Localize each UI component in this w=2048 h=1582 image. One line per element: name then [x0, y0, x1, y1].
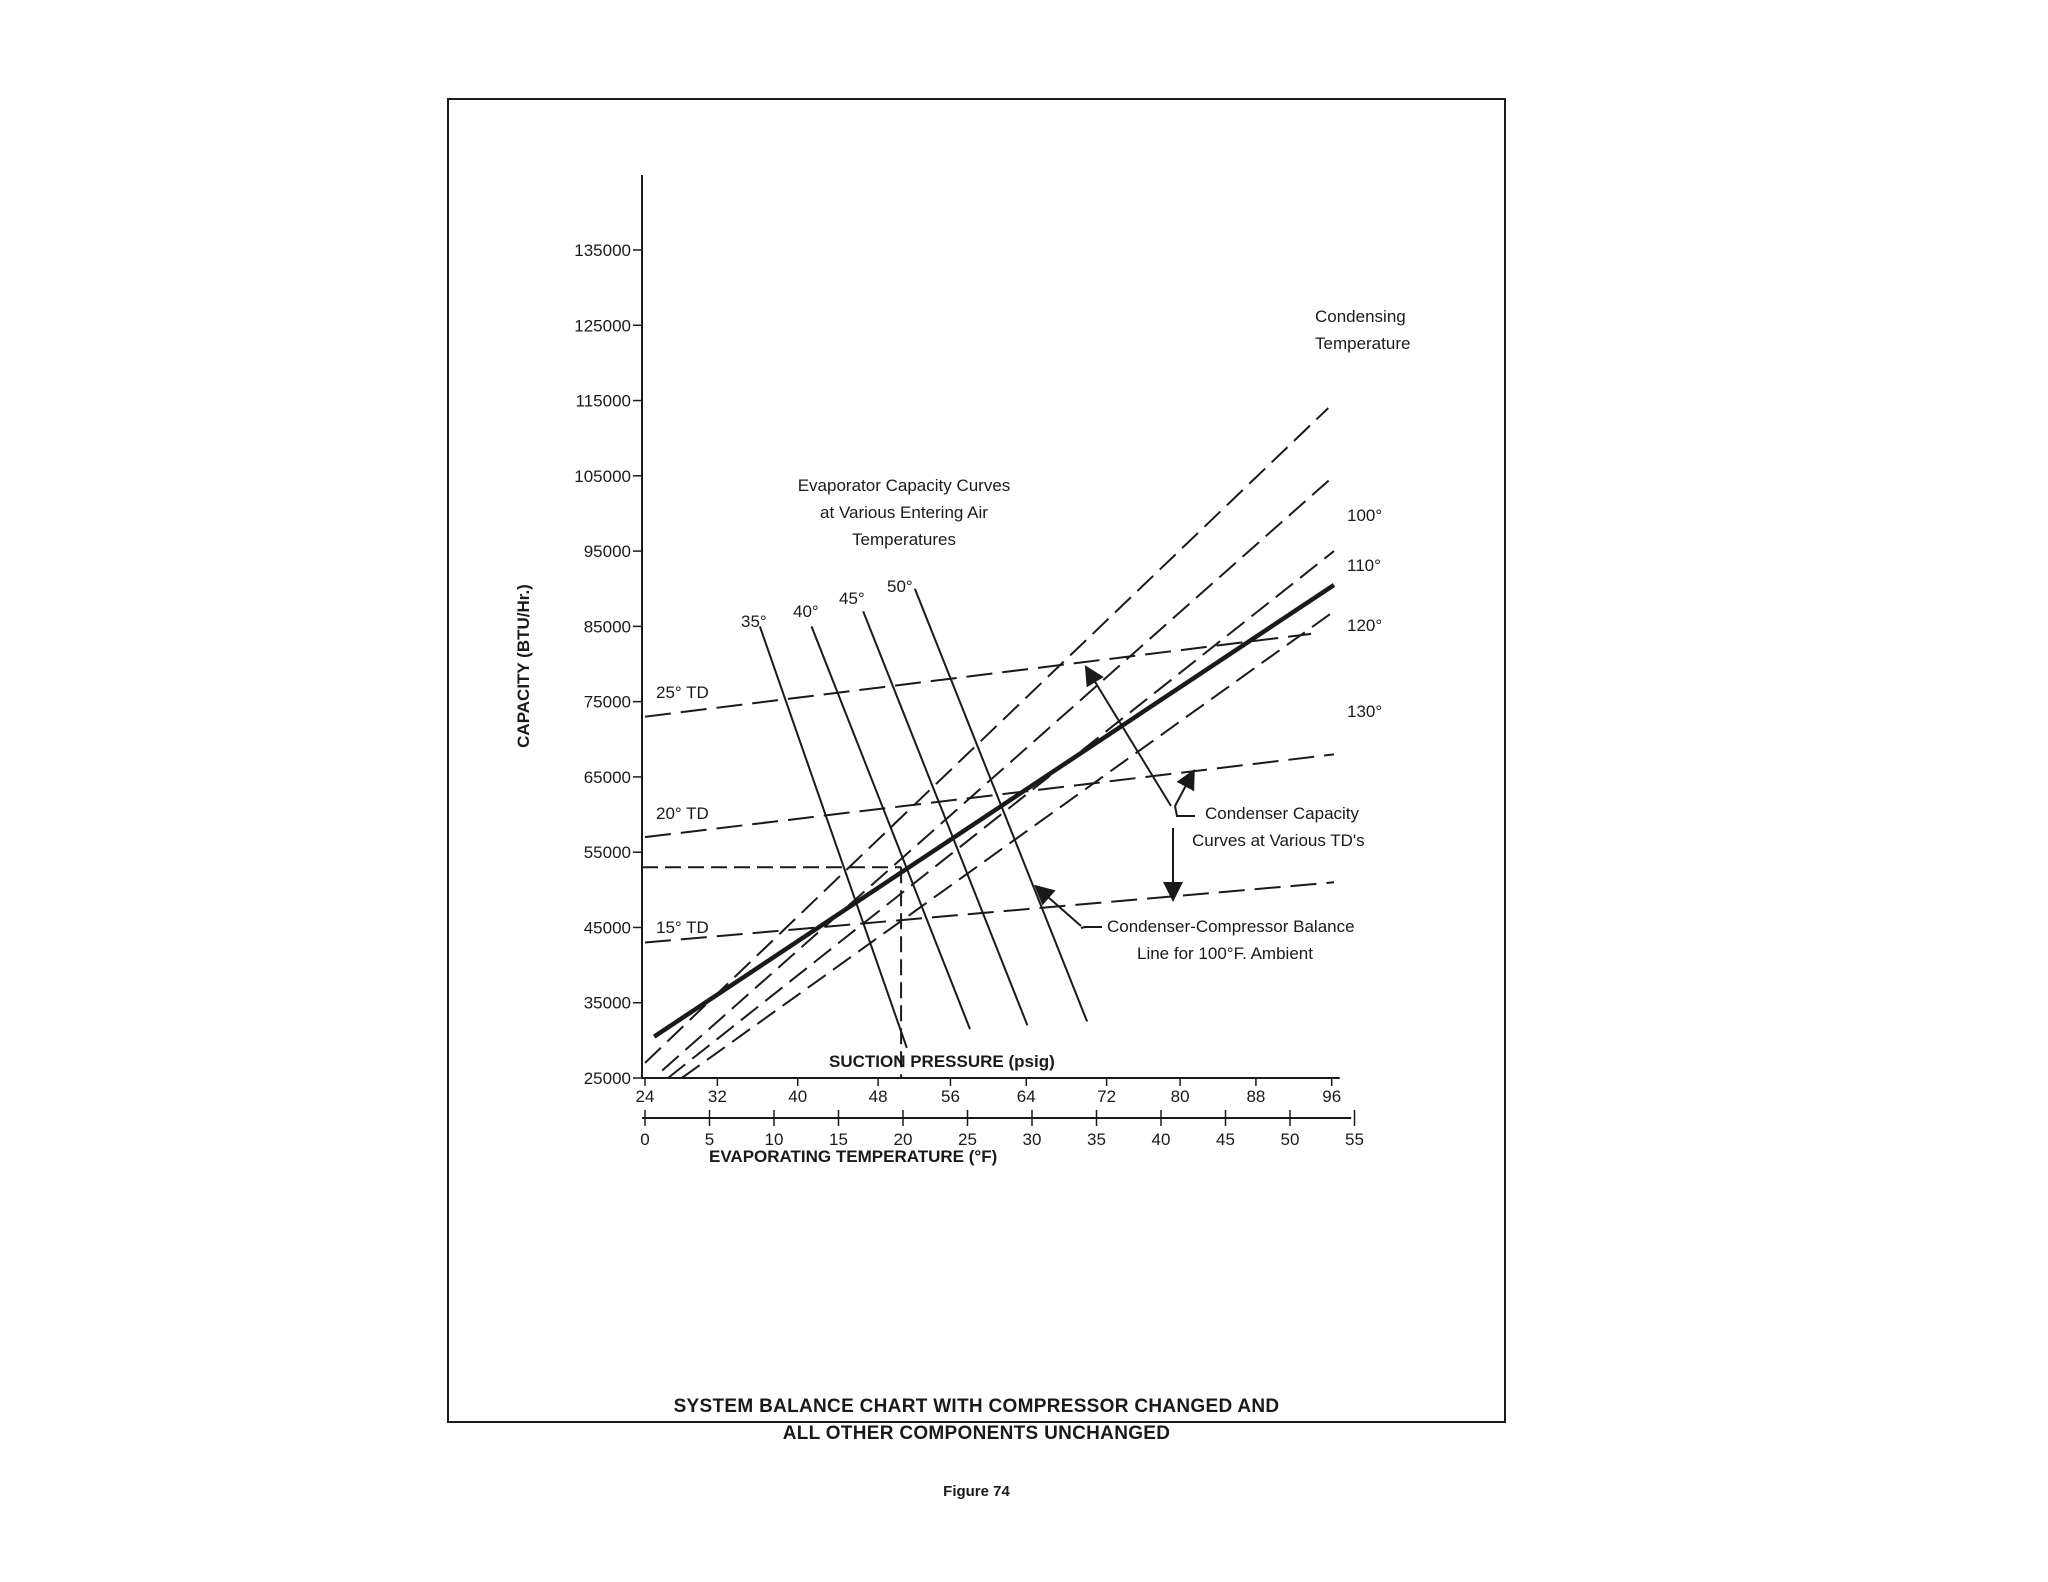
evaporator-header-line1: Evaporator Capacity Curves [797, 476, 1011, 495]
condenser-pointer-stem [1175, 806, 1195, 816]
y-tick-label: 105000 [574, 466, 631, 486]
x-axis-label: EVAPORATING TEMPERATURE (°F) [709, 1147, 998, 1166]
y-tick-label: 115000 [575, 391, 631, 411]
temp-tick-label: 35 [1087, 1130, 1106, 1149]
y-tick-label: 75000 [583, 692, 631, 712]
caption-line-1: SYSTEM BALANCE CHART WITH COMPRESSOR CHANGED AND [673, 1396, 1280, 1417]
condenser-label-15td: 15° TD [656, 918, 709, 937]
pressure-tick-label: 64 [1016, 1087, 1036, 1106]
y-tick-label: 25000 [583, 1069, 631, 1088]
condenser-curve-25td [645, 634, 1311, 717]
y-tick-label: 125000 [574, 316, 631, 336]
evaporator-label-40: 40° [793, 602, 819, 621]
evaporator-label-35: 35° [741, 612, 767, 631]
y-tick-label: 95000 [583, 542, 631, 562]
temp-tick-label: 10 [764, 1130, 784, 1149]
y-tick-label: 85000 [583, 617, 631, 637]
balance-pointer-stem [1081, 927, 1102, 928]
chart [449, 100, 1508, 1425]
condenser-pointer-arrow-20td [1175, 776, 1191, 806]
pressure-tick-label: 80 [1170, 1087, 1190, 1106]
balance-header-line2: Line for 100°F. Ambient [1137, 944, 1313, 963]
temp-tick-label: 0 [640, 1130, 650, 1149]
evaporator-label-45: 45° [839, 589, 865, 608]
condensing-label-130: 130° [1347, 702, 1383, 721]
temp-tick-label: 25 [958, 1130, 977, 1149]
condenser-header-line1: Condenser Capacity [1205, 804, 1360, 823]
condensing-label-100: 100° [1347, 506, 1383, 525]
y-axis-label: CAPACITY (BTU/Hr.) [514, 584, 533, 748]
pressure-tick-label: 32 [707, 1087, 727, 1106]
balance-header-line1: Condenser-Compressor Balance [1107, 917, 1355, 936]
condenser-label-25td: 25° TD [656, 683, 709, 702]
y-tick-label: 135000 [574, 241, 631, 260]
y-tick-label: 35000 [583, 993, 631, 1013]
evaporator-header-line2: at Various Entering Air [820, 503, 988, 522]
y-tick-label: 55000 [583, 843, 631, 863]
pressure-tick-label: 48 [868, 1087, 888, 1106]
temp-tick-label: 30 [1022, 1130, 1042, 1149]
condensing-header-line2: Temperature [1315, 334, 1411, 353]
condensing-header-line1: Condensing [1315, 307, 1406, 326]
evaporator-label-50: 50° [887, 577, 913, 596]
temp-tick-label: 20 [893, 1130, 913, 1149]
temp-tick-label: 40 [1151, 1130, 1171, 1149]
condenser-label-20td: 20° TD [656, 804, 709, 823]
temp-tick-label: 55 [1345, 1130, 1364, 1149]
pressure-tick-label: 96 [1322, 1087, 1342, 1106]
x2-axis-label: SUCTION PRESSURE (psig) [829, 1052, 1055, 1071]
pressure-tick-label: 24 [635, 1087, 655, 1106]
figure-frame [447, 98, 1506, 1500]
caption-line-2: ALL OTHER COMPONENTS UNCHANGED [782, 1423, 1171, 1444]
condenser-header-line2: Curves at Various TD's [1192, 831, 1365, 850]
condensing-curve-110 [662, 476, 1334, 1071]
pressure-tick-label: 72 [1097, 1087, 1117, 1106]
y-tick-label: 65000 [583, 767, 631, 787]
temp-tick-label: 15 [829, 1130, 848, 1149]
temp-tick-label: 45 [1216, 1130, 1235, 1149]
evaporator-header-line3: Temperatures [852, 530, 956, 549]
pressure-tick-label: 88 [1246, 1087, 1266, 1106]
pressure-tick-label: 40 [788, 1087, 808, 1106]
pressure-tick-label: 56 [940, 1087, 960, 1106]
figure-label: Figure 74 [943, 1483, 1010, 1500]
temp-tick-label: 50 [1280, 1130, 1300, 1149]
condensing-label-120: 120° [1347, 616, 1383, 635]
temp-tick-label: 5 [704, 1130, 715, 1149]
evaporator-curve-35 [760, 626, 907, 1048]
y-tick-label: 45000 [583, 918, 631, 938]
condensing-label-110: 110° [1347, 556, 1381, 575]
